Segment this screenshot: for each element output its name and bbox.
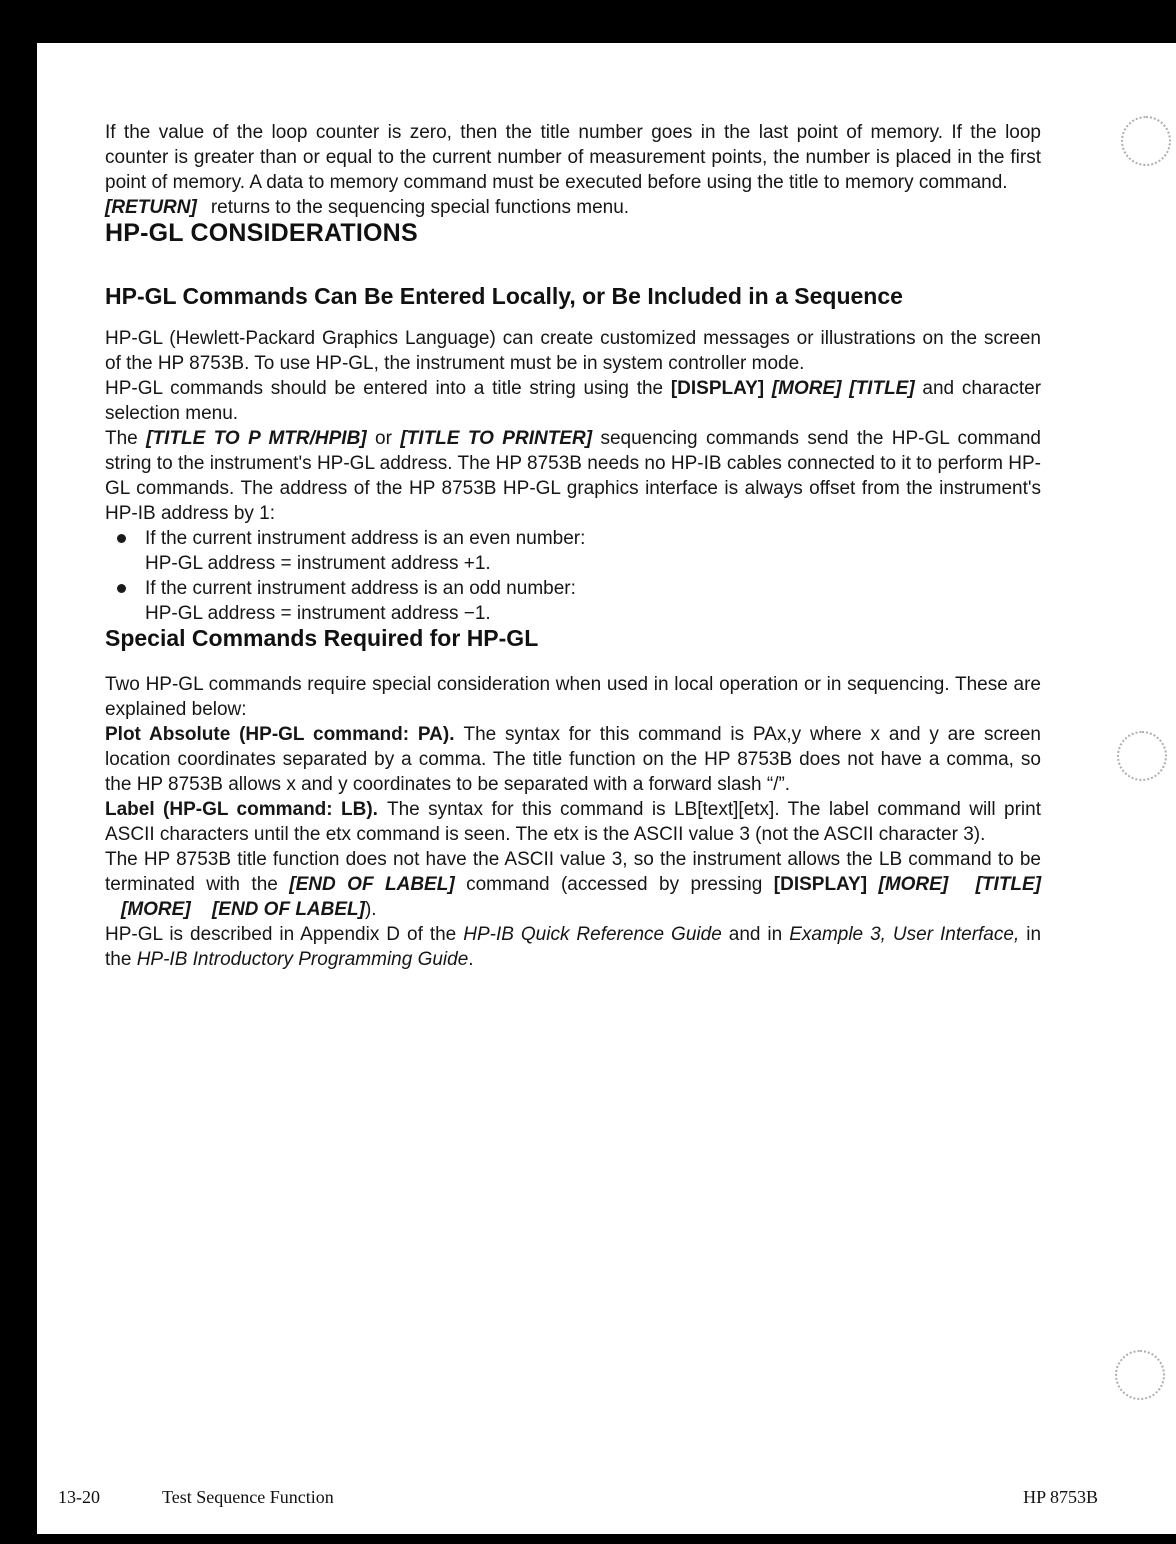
paragraph-references — [105, 922, 1041, 972]
doc-title-programming-guide: HP-IB Introductory Programming Guide — [136, 949, 469, 970]
softkey-return-label: [RETURN] — [105, 197, 197, 218]
punch-hole-icon — [1121, 116, 1171, 166]
body-text: in the — [105, 924, 1042, 970]
body-text: The — [105, 428, 138, 449]
paragraph-end-of-label — [105, 847, 1041, 922]
footer-chapter-title: Test Sequence Function — [162, 1487, 334, 1507]
softkey-end-of-label-label: [END OF LABEL] — [289, 874, 455, 895]
softkey-end-of-label-label: [END OF LABEL] — [211, 899, 365, 920]
body-text: sequencing commands send the HP-GL command string to the instrument's HP-GL address. The HP 8753B needs no HP-IB cables connected to it to perform HP-GL commands. The address of the HP 8753B HP-GL graphics interface is always offset from the instrument's HP-IB address by 1: — [105, 428, 1041, 524]
scan-edge-top — [0, 0, 1176, 43]
softkey-title-label: [TITLE] — [975, 874, 1042, 895]
bullet-icon — [117, 534, 126, 543]
paragraph-two-commands: Two HP-GL commands require special consideration when used in local operation or in sequencing. These are explained below: — [105, 674, 1041, 720]
softkey-more-label: [MORE] — [878, 874, 949, 895]
bullet-text — [145, 576, 576, 626]
hardkey-display-label: [DISPLAY] — [773, 874, 868, 895]
footer-page-number: 13-20 — [58, 1487, 100, 1507]
paragraph-label — [105, 797, 1041, 847]
paragraph-title-to — [105, 426, 1041, 526]
scan-edge-left — [0, 0, 37, 1544]
paragraph-return-text: returns to the sequencing special functions menu. — [210, 197, 630, 218]
paragraph-plot-absolute — [105, 722, 1041, 797]
body-text: ). — [364, 899, 377, 920]
paragraph-loop-counter: If the value of the loop counter is zero, then the title number goes in the last point of memory. If the loop counter is greater than or equal to the current number of measurement points, the number is placed in the first point of memory. A data to memory command must be executed before using the title to memory command. — [105, 122, 1041, 193]
bullet-line: HP-GL address = instrument address −1. — [145, 603, 491, 624]
body-text: The syntax for this command is LB[text][etx]. The label command will print ASCII characters until the etx command is seen. The etx is the ASCII value 3 (not the ASCII character 3). — [105, 799, 1041, 845]
page-content — [105, 120, 1041, 972]
bullet-even-address — [105, 526, 1041, 576]
heading-hpgl-commands: HP-GL Commands Can Be Entered Locally, or Be Included in a Sequence — [105, 283, 903, 309]
bullet-icon — [117, 584, 126, 593]
doc-title-example-3: Example 3, User Interface, — [789, 924, 1020, 945]
softkey-more-label: [MORE] — [121, 899, 191, 920]
body-text: and in — [728, 924, 783, 945]
scan-edge-bottom — [0, 1534, 1176, 1544]
body-text: command (accessed by pressing — [466, 874, 763, 895]
punch-hole-icon — [1115, 1350, 1165, 1400]
paragraph-hpgl-intro: HP-GL (Hewlett-Packard Graphics Language) can create customized messages or illustrations on the screen of the HP 8753B. To use HP-GL, the instrument must be in system controller mode. — [105, 328, 1041, 374]
body-text: and character selection menu. — [105, 378, 1042, 424]
softkey-title-to-pmtr-label: [TITLE TO P MTR/HPIB] — [146, 428, 367, 449]
page-footer — [58, 1487, 1098, 1508]
softkey-more-label: [MORE] — [771, 378, 842, 399]
body-text: HP-GL is described in Appendix D of the — [105, 924, 457, 945]
bullet-line: If the current instrument address is an odd number: — [145, 578, 576, 599]
body-text: HP-GL commands should be entered into a title string using the — [105, 378, 664, 399]
run-in-heading-label: Label (HP-GL command: LB). — [105, 799, 378, 820]
run-in-heading-plot-absolute: Plot Absolute (HP-GL command: PA). — [105, 724, 455, 745]
bullet-text — [145, 526, 585, 576]
paragraph-return — [105, 195, 1041, 220]
heading-special-commands: Special Commands Required for HP-GL — [105, 625, 539, 651]
body-text: or — [375, 428, 392, 449]
bullet-line: HP-GL address = instrument address +1. — [145, 553, 491, 574]
bullet-line: If the current instrument address is an even number: — [145, 528, 586, 549]
softkey-title-to-printer-label: [TITLE TO PRINTER] — [400, 428, 593, 449]
heading-hpgl-considerations: HP-GL CONSIDERATIONS — [105, 219, 418, 247]
doc-title-quick-reference: HP-IB Quick Reference Guide — [463, 924, 722, 945]
footer-model-number: HP 8753B — [1023, 1487, 1098, 1507]
softkey-title-label: [TITLE] — [849, 378, 915, 399]
body-text: . — [468, 949, 474, 970]
punch-hole-icon — [1117, 731, 1167, 781]
bullet-odd-address — [105, 576, 1041, 626]
body-text: The syntax for this command is PAx,y where x and y are screen location coordinates separated by a comma. The title function on the HP 8753B does not have a comma, so the HP 8753B allows x and y coordinates to be separated with a forward slash “/”. — [105, 724, 1041, 795]
hardkey-display-label: [DISPLAY] — [670, 378, 765, 399]
body-text: The HP 8753B title function does not have the ASCII value 3, so the instrument allows the LB command to be terminated with the — [105, 849, 1041, 895]
paragraph-title-string — [105, 376, 1041, 426]
